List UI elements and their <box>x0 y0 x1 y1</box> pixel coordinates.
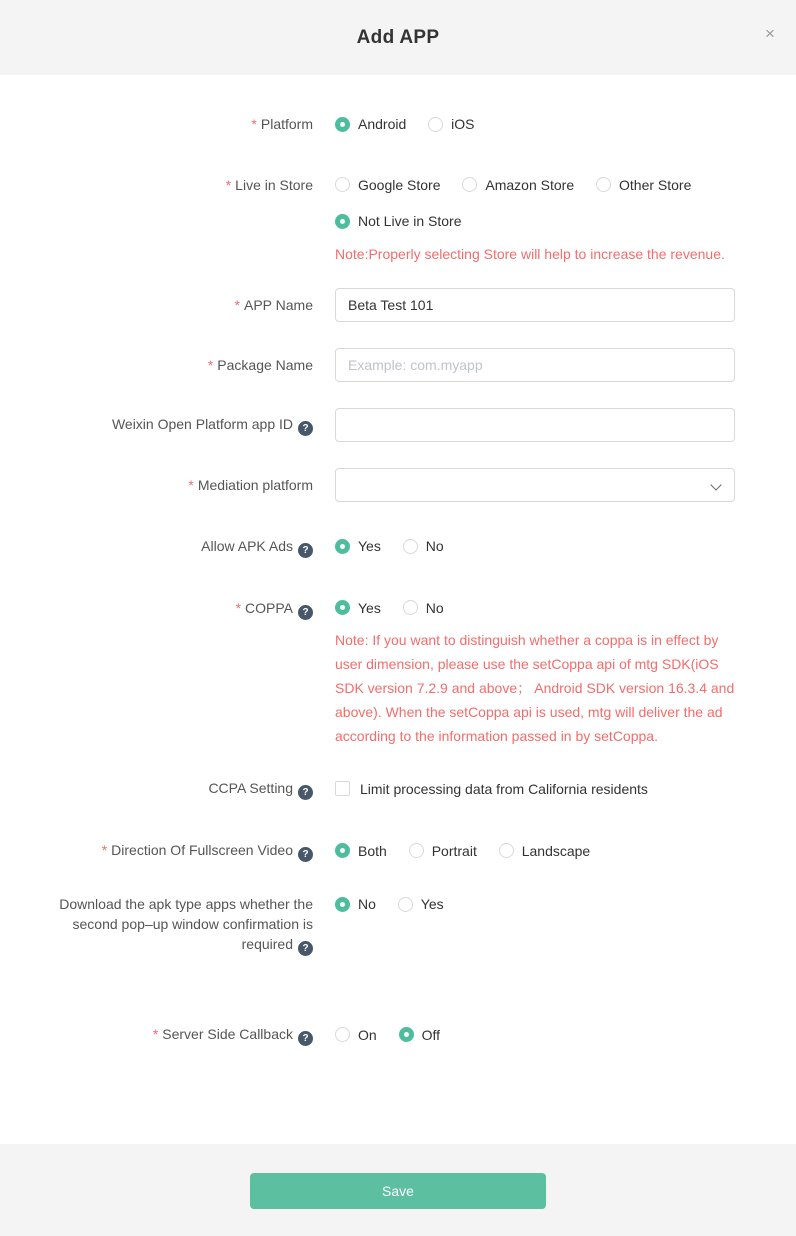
package-name-label: * Package Name <box>207 356 313 373</box>
required-asterisk: * <box>225 176 232 193</box>
required-asterisk: * <box>234 296 240 313</box>
radio-unchecked-icon <box>409 843 424 858</box>
close-icon[interactable]: × <box>765 24 775 43</box>
required-asterisk: * <box>235 599 242 616</box>
radio-apk-ads-yes[interactable]: Yes <box>335 536 381 556</box>
ccpa-checkbox-item[interactable]: Limit processing data from California residents <box>335 779 648 799</box>
help-icon[interactable]: ? <box>298 421 313 436</box>
radio-download-confirm-yes[interactable]: Yes <box>398 894 444 914</box>
save-button[interactable]: Save <box>250 1173 546 1209</box>
server-side-callback-row <box>0 1024 796 1046</box>
direction-fullscreen-video-row <box>0 840 796 862</box>
checkbox-unchecked-icon <box>335 781 350 796</box>
radio-checked-icon <box>335 539 350 554</box>
radio-unchecked-icon <box>499 843 514 858</box>
weixin-app-id-row <box>0 408 796 442</box>
required-asterisk: * <box>251 116 257 133</box>
radio-unchecked-icon <box>403 539 418 554</box>
radio-unchecked-icon <box>335 1027 350 1042</box>
download-confirmation-label: Download the apk type apps whether the second pop–up window confirmation is required ? <box>59 896 313 954</box>
radio-checked-icon <box>335 600 350 615</box>
app-name-row <box>0 288 796 322</box>
radio-unchecked-icon <box>462 177 477 192</box>
radio-google-store[interactable]: Google Store <box>335 175 441 195</box>
radio-checked-icon <box>335 117 350 132</box>
required-asterisk: * <box>188 476 194 493</box>
platform-row <box>0 114 796 135</box>
package-name-input[interactable] <box>335 348 735 382</box>
radio-unchecked-icon <box>335 177 350 192</box>
chevron-down-icon <box>710 479 721 490</box>
radio-other-store[interactable]: Other Store <box>596 175 691 195</box>
radio-unchecked-icon <box>596 177 611 192</box>
mediation-platform-label: * Mediation platform <box>188 476 313 493</box>
required-asterisk: * <box>101 842 108 858</box>
store-note: Note:Properly selecting Store will help to increase the revenue. <box>335 245 725 262</box>
download-confirmation-row <box>0 894 796 956</box>
radio-direction-portrait[interactable]: Portrait <box>409 841 477 861</box>
radio-direction-landscape[interactable]: Landscape <box>499 841 591 861</box>
dialog-body <box>0 75 796 1144</box>
help-icon[interactable]: ? <box>298 847 313 862</box>
allow-apk-ads-label: Allow APK Ads ? <box>0 536 313 558</box>
dialog-header <box>0 0 796 75</box>
app-name-label: * APP Name <box>234 296 313 313</box>
radio-direction-both[interactable]: Both <box>335 841 387 861</box>
dialog-title: Add APP <box>356 26 440 48</box>
coppa-note: Note: If you want to distinguish whether a coppa is in effect by user dimension, please use the setCoppa api of mtg SDK(iOS SDK version 7.2.9 and above； Android SDK version 16.3.4 and above). When the setCoppa api is used, mtg will deliver the ad according to the information passed in by setCoppa. <box>335 632 735 744</box>
platform-label: * Platform <box>251 116 313 133</box>
radio-unchecked-icon <box>428 117 443 132</box>
direction-fullscreen-video-label: * Direction Of Fullscreen Video ? <box>0 840 313 862</box>
mediation-platform-row <box>0 468 796 502</box>
radio-checked-icon <box>335 214 350 229</box>
radio-platform-ios[interactable]: iOS <box>428 114 474 134</box>
live-in-store-label: * Live in Store <box>225 176 313 193</box>
package-name-row <box>0 348 796 382</box>
radio-callback-on[interactable]: On <box>335 1025 377 1045</box>
radio-coppa-yes[interactable]: Yes <box>335 598 381 618</box>
coppa-row <box>0 598 796 749</box>
ccpa-setting-label: CCPA Setting ? <box>0 778 313 800</box>
radio-not-live-in-store[interactable]: Not Live in Store <box>335 211 462 231</box>
allow-apk-ads-row <box>0 536 796 558</box>
radio-checked-icon <box>335 897 350 912</box>
weixin-app-id-input[interactable] <box>335 408 735 442</box>
help-icon[interactable]: ? <box>298 941 313 956</box>
dialog-footer <box>0 1144 796 1236</box>
radio-coppa-no[interactable]: No <box>403 598 444 618</box>
radio-unchecked-icon <box>398 897 413 912</box>
radio-unchecked-icon <box>403 600 418 615</box>
radio-callback-off[interactable]: Off <box>399 1025 440 1045</box>
radio-checked-icon <box>335 843 350 858</box>
coppa-label: * COPPA ? <box>0 598 313 749</box>
radio-checked-icon <box>399 1027 414 1042</box>
help-icon[interactable]: ? <box>298 605 313 620</box>
app-name-input[interactable] <box>335 288 735 322</box>
live-in-store-row <box>0 175 796 266</box>
mediation-platform-select[interactable] <box>335 468 735 502</box>
ccpa-setting-row <box>0 778 796 800</box>
radio-apk-ads-no[interactable]: No <box>403 536 444 556</box>
help-icon[interactable]: ? <box>298 543 313 558</box>
server-side-callback-label: * Server Side Callback ? <box>0 1024 313 1046</box>
help-icon[interactable]: ? <box>298 785 313 800</box>
weixin-app-id-label: Weixin Open Platform app ID ? <box>0 414 313 436</box>
radio-amazon-store[interactable]: Amazon Store <box>462 175 574 195</box>
help-icon[interactable]: ? <box>298 1031 313 1046</box>
required-asterisk: * <box>207 356 214 373</box>
radio-platform-android[interactable]: Android <box>335 114 406 134</box>
required-asterisk: * <box>152 1026 159 1042</box>
radio-download-confirm-no[interactable]: No <box>335 894 376 914</box>
